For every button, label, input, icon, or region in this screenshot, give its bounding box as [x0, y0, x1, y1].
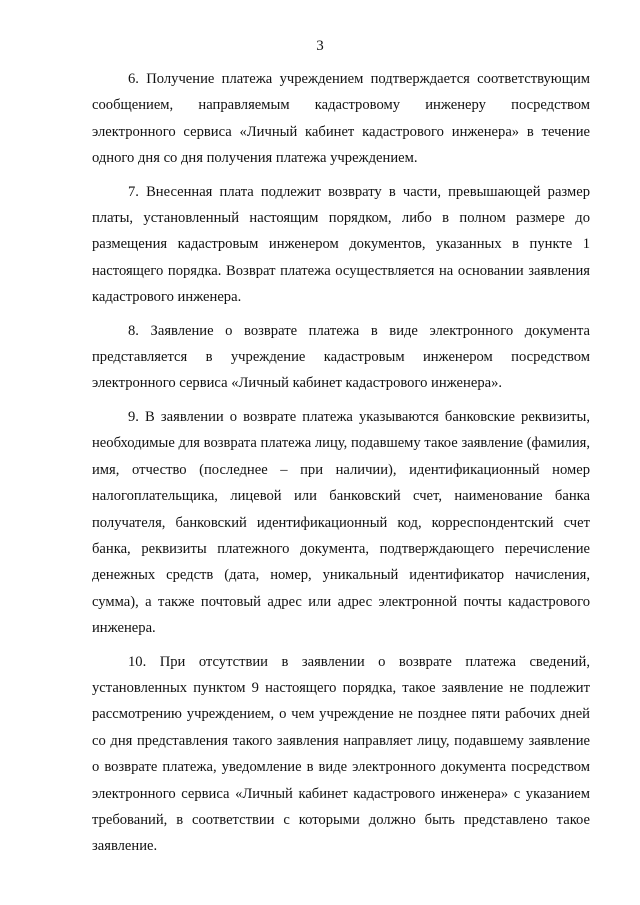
document-body — [92, 66, 590, 867]
paragraph-6: 6. Получение платежа учреждением подтверждается соответствующим сообщением, направляемым кадастровому инженеру посредством электронного сервиса «Личный кабинет кадастрового инженера» в течение одного дня со дня получения платежа учреждением. — [92, 71, 590, 167]
paragraph-8: 8. Заявление о возврате платежа в виде электронного документа представляется в учреждение кадастровым инженером посредством электронного сервиса «Личный кабинет кадастрового инженера». — [92, 322, 590, 392]
paragraph-10: 10. При отсутствии в заявлении о возврате платежа сведений, установленных пунктом 9 настоящего порядка, такое заявление не подлежит рассмотрению учреждением, о чем учреждение не позднее пяти рабочих дней со дня представления такого заявления направляет лицу, подавшему заявление о возврате платежа, уведомление в виде электронного документа посредством электронного сервиса «Личный кабинет кадастрового инженера» с указанием требований, в соответствии с которыми должно быть представлено такое заявление. — [92, 653, 590, 855]
page-number: 3 — [316, 38, 324, 54]
paragraph-9: 9. В заявлении о возврате платежа указываются банковские реквизиты, необходимые для возврата платежа лицу, подавшему такое заявление (фамилия, имя, отчество (последнее – при наличии), идентификационный номер налогоплательщика, лицевой или банковский счет, наименование банка получателя, банковский идентификационный код, корреспондентский счет банка, реквизиты платежного документа, подтверждающего перечисление денежных средств (дата, номер, уникальный идентификатор начисления, сумма), а также почтовый адрес или адрес электронной почты кадастрового инженера. — [92, 408, 590, 637]
paragraph-7: 7. Внесенная плата подлежит возврату в части, превышающей размер платы, установленный настоящим порядком, либо в полном размере до размещения кадастровым инженером документов, указанных в пункте 1 настоящего порядка. Возврат платежа осуществляется на основании заявления кадастрового инженера. — [92, 183, 590, 306]
